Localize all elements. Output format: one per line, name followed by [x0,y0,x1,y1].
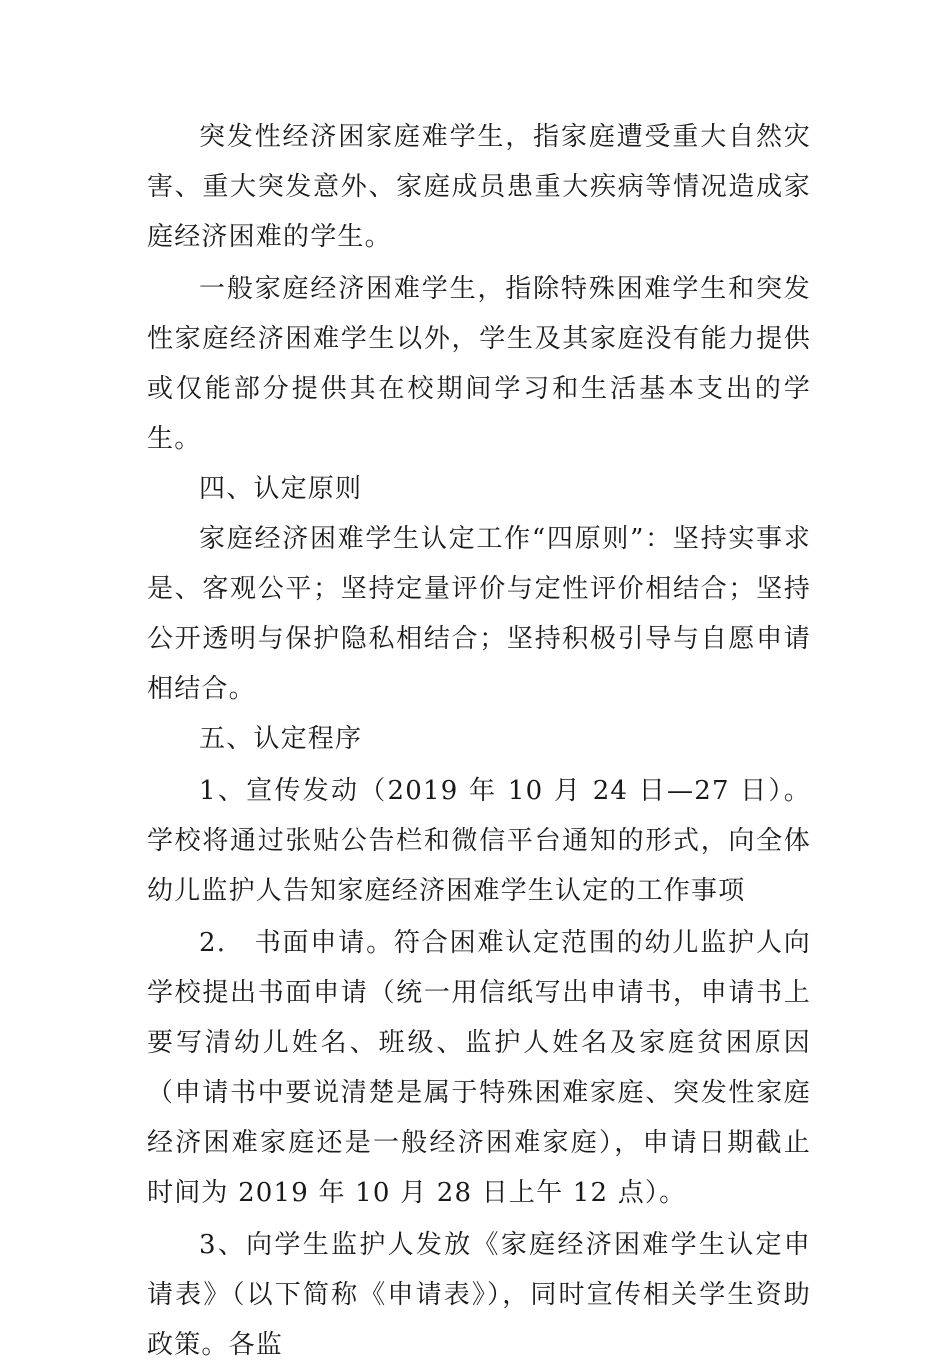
paragraph-step-2-application: 2. 书面申请。符合困难认定范围的幼儿监护人向学校提出书面申请（统一用信纸写出申请书，申请书上要写清幼儿姓名、班级、监护人姓名及家庭贫困原因（申请书中要说清楚是属于特殊困难家庭、突发性家庭经济困难家庭还是一般经济困难家庭），申请日期截止时间为 2019 年 10 月 28 日上午 12 点）。 [147,928,811,1208]
document-body [147,112,811,1370]
paragraph-step-1-publicity: 1、宣传发动（2019 年 10 月 24 日—27 日）。学校将通过张贴公告栏和微信平台通知的形式，向全体幼儿监护人告知家庭经济困难学生认定的工作事项 [147,776,811,906]
paragraph-step-3-form: 3、向学生监护人发放《家庭经济困难学生认定申请表》（以下简称《申请表》），同时宣传相关学生资助政策。各监 [147,1230,811,1360]
paragraph-general-hardship: 一般家庭经济困难学生，指除特殊困难学生和突发性家庭经济困难学生以外，学生及其家庭没有能力提供或仅能部分提供其在校期间学习和生活基本支出的学生。 [147,274,811,454]
paragraph-four-principles: 家庭经济困难学生认定工作“四原则”：坚持实事求是、客观公平；坚持定量评价与定性评价相结合；坚持公开透明与保护隐私相结合；坚持积极引导与自愿申请相结合。 [147,524,811,704]
section-heading-procedure: 五、认定程序 [199,724,363,754]
section-heading-principles: 四、认定原则 [199,474,363,504]
paragraph-sudden-hardship: 突发性经济困家庭难学生，指家庭遭受重大自然灾害、重大突发意外、家庭成员患重大疾病等情况造成家庭经济困难的学生。 [147,122,811,252]
